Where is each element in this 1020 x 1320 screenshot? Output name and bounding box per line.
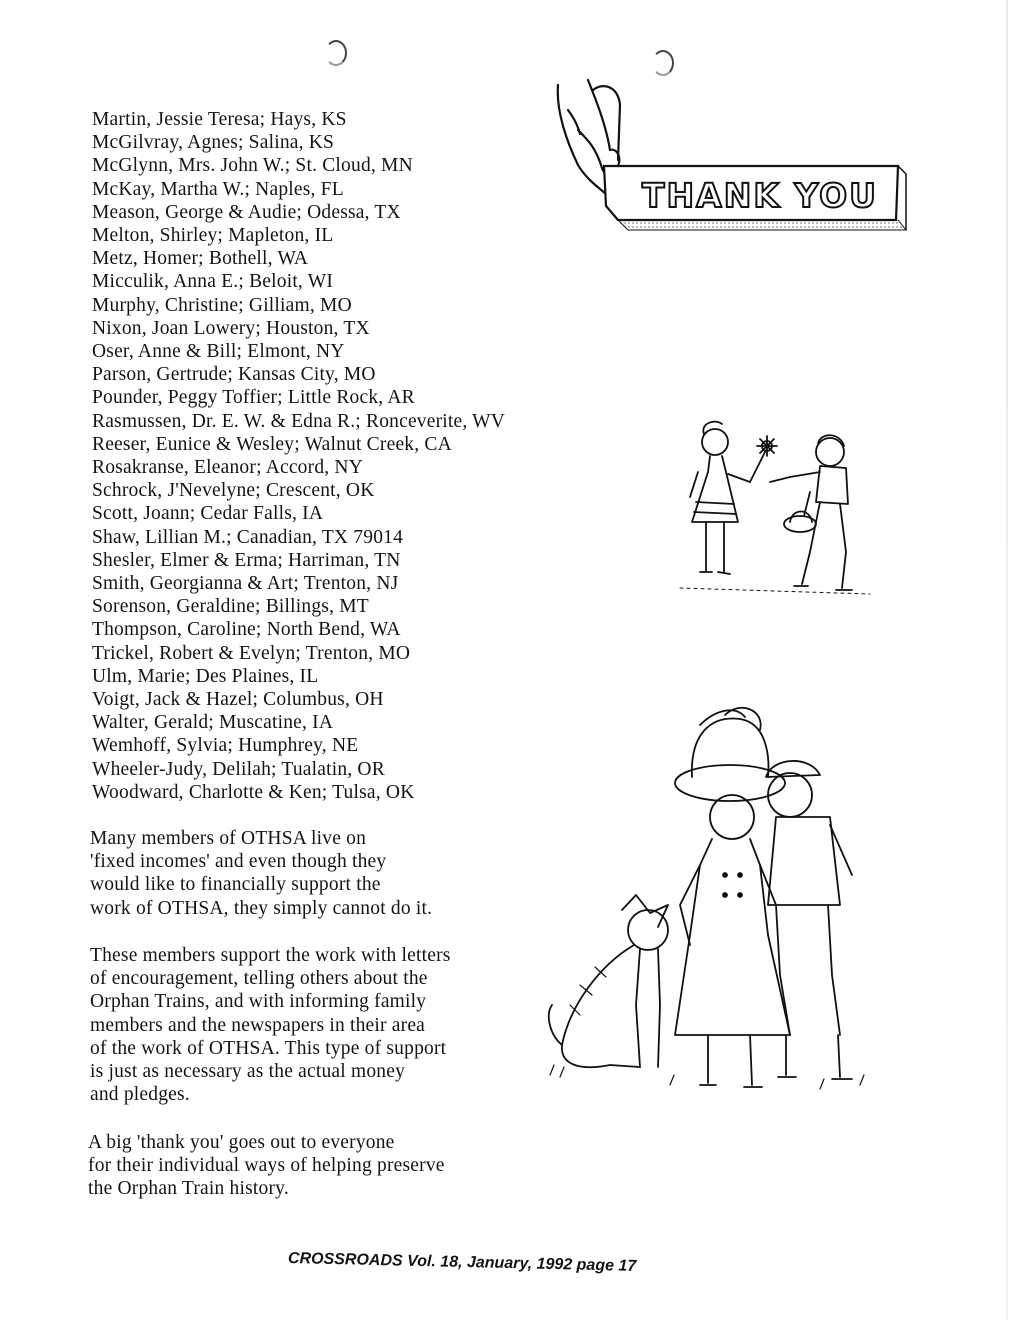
- donor-entry: McGlynn, Mrs. John W.; St. Cloud, MN: [92, 155, 413, 177]
- donor-entry: Sorenson, Geraldine; Billings, MT: [92, 596, 369, 618]
- donor-entry: Melton, Shirley; Mapleton, IL: [92, 225, 334, 247]
- banner-text: THANK YOU: [642, 176, 878, 215]
- donor-entry: Reeser, Eunice & Wesley; Walnut Creek, CA: [92, 433, 452, 455]
- paragraph-fixed-incomes: Many members of OTHSA live on 'fixed incomes' and even though they would like to financially support the work of OTHSA, they simply cannot do it.: [90, 828, 433, 919]
- donor-entry: Wemhoff, Sylvia; Humphrey, NE: [92, 735, 359, 757]
- donor-entry: Schrock, J'Nevelyne; Crescent, OK: [92, 480, 375, 502]
- donor-entry: Rosakranse, Eleanor; Accord, NY: [92, 457, 363, 479]
- thank-you-banner: [548, 70, 908, 240]
- donor-list: [92, 108, 612, 804]
- donor-entry: Nixon, Joan Lowery; Houston, TX: [92, 317, 370, 339]
- donor-entry: McGilvray, Agnes; Salina, KS: [92, 132, 335, 154]
- donor-entry: Scott, Joann; Cedar Falls, IA: [92, 503, 324, 525]
- page-footer: CROSSROADS Vol. 18, January, 1992 page 17: [287, 1250, 637, 1275]
- children-dog-illustration: [540, 705, 880, 1100]
- donor-entry: Martin, Jessie Teresa; Hays, KS: [92, 109, 347, 130]
- donor-entry: Parson, Gertrude; Kansas City, MO: [92, 364, 376, 386]
- donor-entry: McKay, Martha W.; Naples, FL: [92, 178, 344, 200]
- paragraph-member-support: These members support the work with letters of encouragement, telling others about the Orphan Trains, and with informing family members and the newspapers in their area of the work of OTHSA. This type of support is just as necessary as the actual money and pledges.: [90, 945, 451, 1106]
- donor-entry: Micculik, Anna E.; Beloit, WI: [92, 271, 334, 293]
- punch-hole-left: [325, 40, 347, 66]
- donor-entry: Trickel, Robert & Evelyn; Trenton, MO: [92, 642, 411, 664]
- donor-entry: Wheeler-Judy, Delilah; Tualatin, OR: [92, 758, 385, 780]
- donor-entry: Walter, Gerald; Muscatine, IA: [92, 712, 334, 734]
- donor-entry: Rasmussen, Dr. E. W. & Edna R.; Ronceverite, WV: [92, 410, 506, 432]
- donor-entry: Ulm, Marie; Des Plaines, IL: [92, 665, 319, 687]
- donor-entry: Shesler, Elmer & Erma; Harriman, TN: [92, 549, 401, 571]
- donor-entry: Shaw, Lillian M.; Canadian, TX 79014: [92, 526, 404, 548]
- donor-entry: Meason, George & Audie; Odessa, TX: [92, 201, 401, 223]
- donor-entry: Pounder, Peggy Toffier; Little Rock, AR: [92, 387, 415, 409]
- donor-entry: Thompson, Caroline; North Bend, WA: [92, 619, 401, 641]
- donor-entry: Murphy, Christine; Gilliam, MO: [92, 294, 352, 316]
- donor-entry: Smith, Georgianna & Art; Trenton, NJ: [92, 573, 399, 595]
- donor-entry: Metz, Homer; Bothell, WA: [92, 248, 309, 270]
- paragraph-thank-you: A big 'thank you' goes out to everyone for their individual ways of helping preserve the Orphan Train history.: [88, 1132, 445, 1200]
- donor-entry: Oser, Anne & Bill; Elmont, NY: [92, 341, 345, 363]
- donor-entry: Voigt, Jack & Hazel; Columbus, OH: [92, 689, 384, 711]
- page-edge: [1006, 0, 1008, 1320]
- donor-entry: Woodward, Charlotte & Ken; Tulsa, OK: [92, 781, 415, 803]
- children-flower-illustration: [670, 412, 885, 612]
